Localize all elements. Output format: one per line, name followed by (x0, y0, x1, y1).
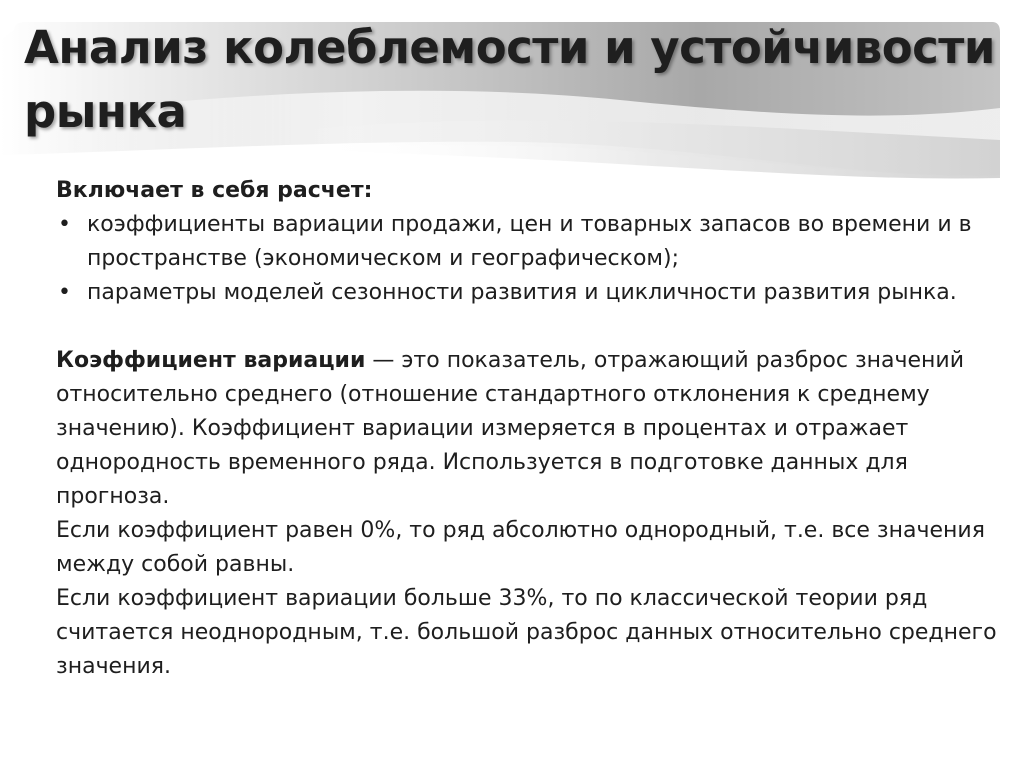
definition-paragraph (56, 344, 1006, 514)
slide-title: Анализ колеблемости и устойчивости рынка (24, 21, 995, 138)
list-item-text: параметры моделей сезонности развития и цикличности развития рынка. (87, 280, 957, 305)
list-item-text: коэффициенты вариации продажи, цен и товарных запасов во времени и в пространстве (экономическом и географическом); (87, 212, 972, 271)
bullet-icon: • (58, 212, 71, 237)
note-33-paragraph: Если коэффициент вариации больше 33%, то по классической теории ряд считается неоднородным, т.е. большой разброс данных относительно среднего значения. (56, 586, 997, 679)
bullet-icon: • (58, 280, 71, 305)
list-item (56, 276, 1006, 310)
spacer (56, 310, 1006, 344)
note-zero-paragraph: Если коэффициент равен 0%, то ряд абсолютно однородный, т.е. все значения между собой равны. (56, 518, 985, 577)
definition-term: Коэффициент вариации (56, 348, 366, 373)
slide-body (56, 174, 1006, 684)
definition-text: — это показатель, отражающий разброс значений относительно среднего (отношение стандартного отклонения к среднему значению). Коэффициент вариации измеряется в процентах и отражает однородность временного ряда. Используется в подготовке данных для прогноза. (56, 348, 965, 509)
bullet-list (56, 208, 1006, 310)
intro-heading: Включает в себя расчет: (56, 178, 373, 203)
list-item (56, 208, 1006, 276)
